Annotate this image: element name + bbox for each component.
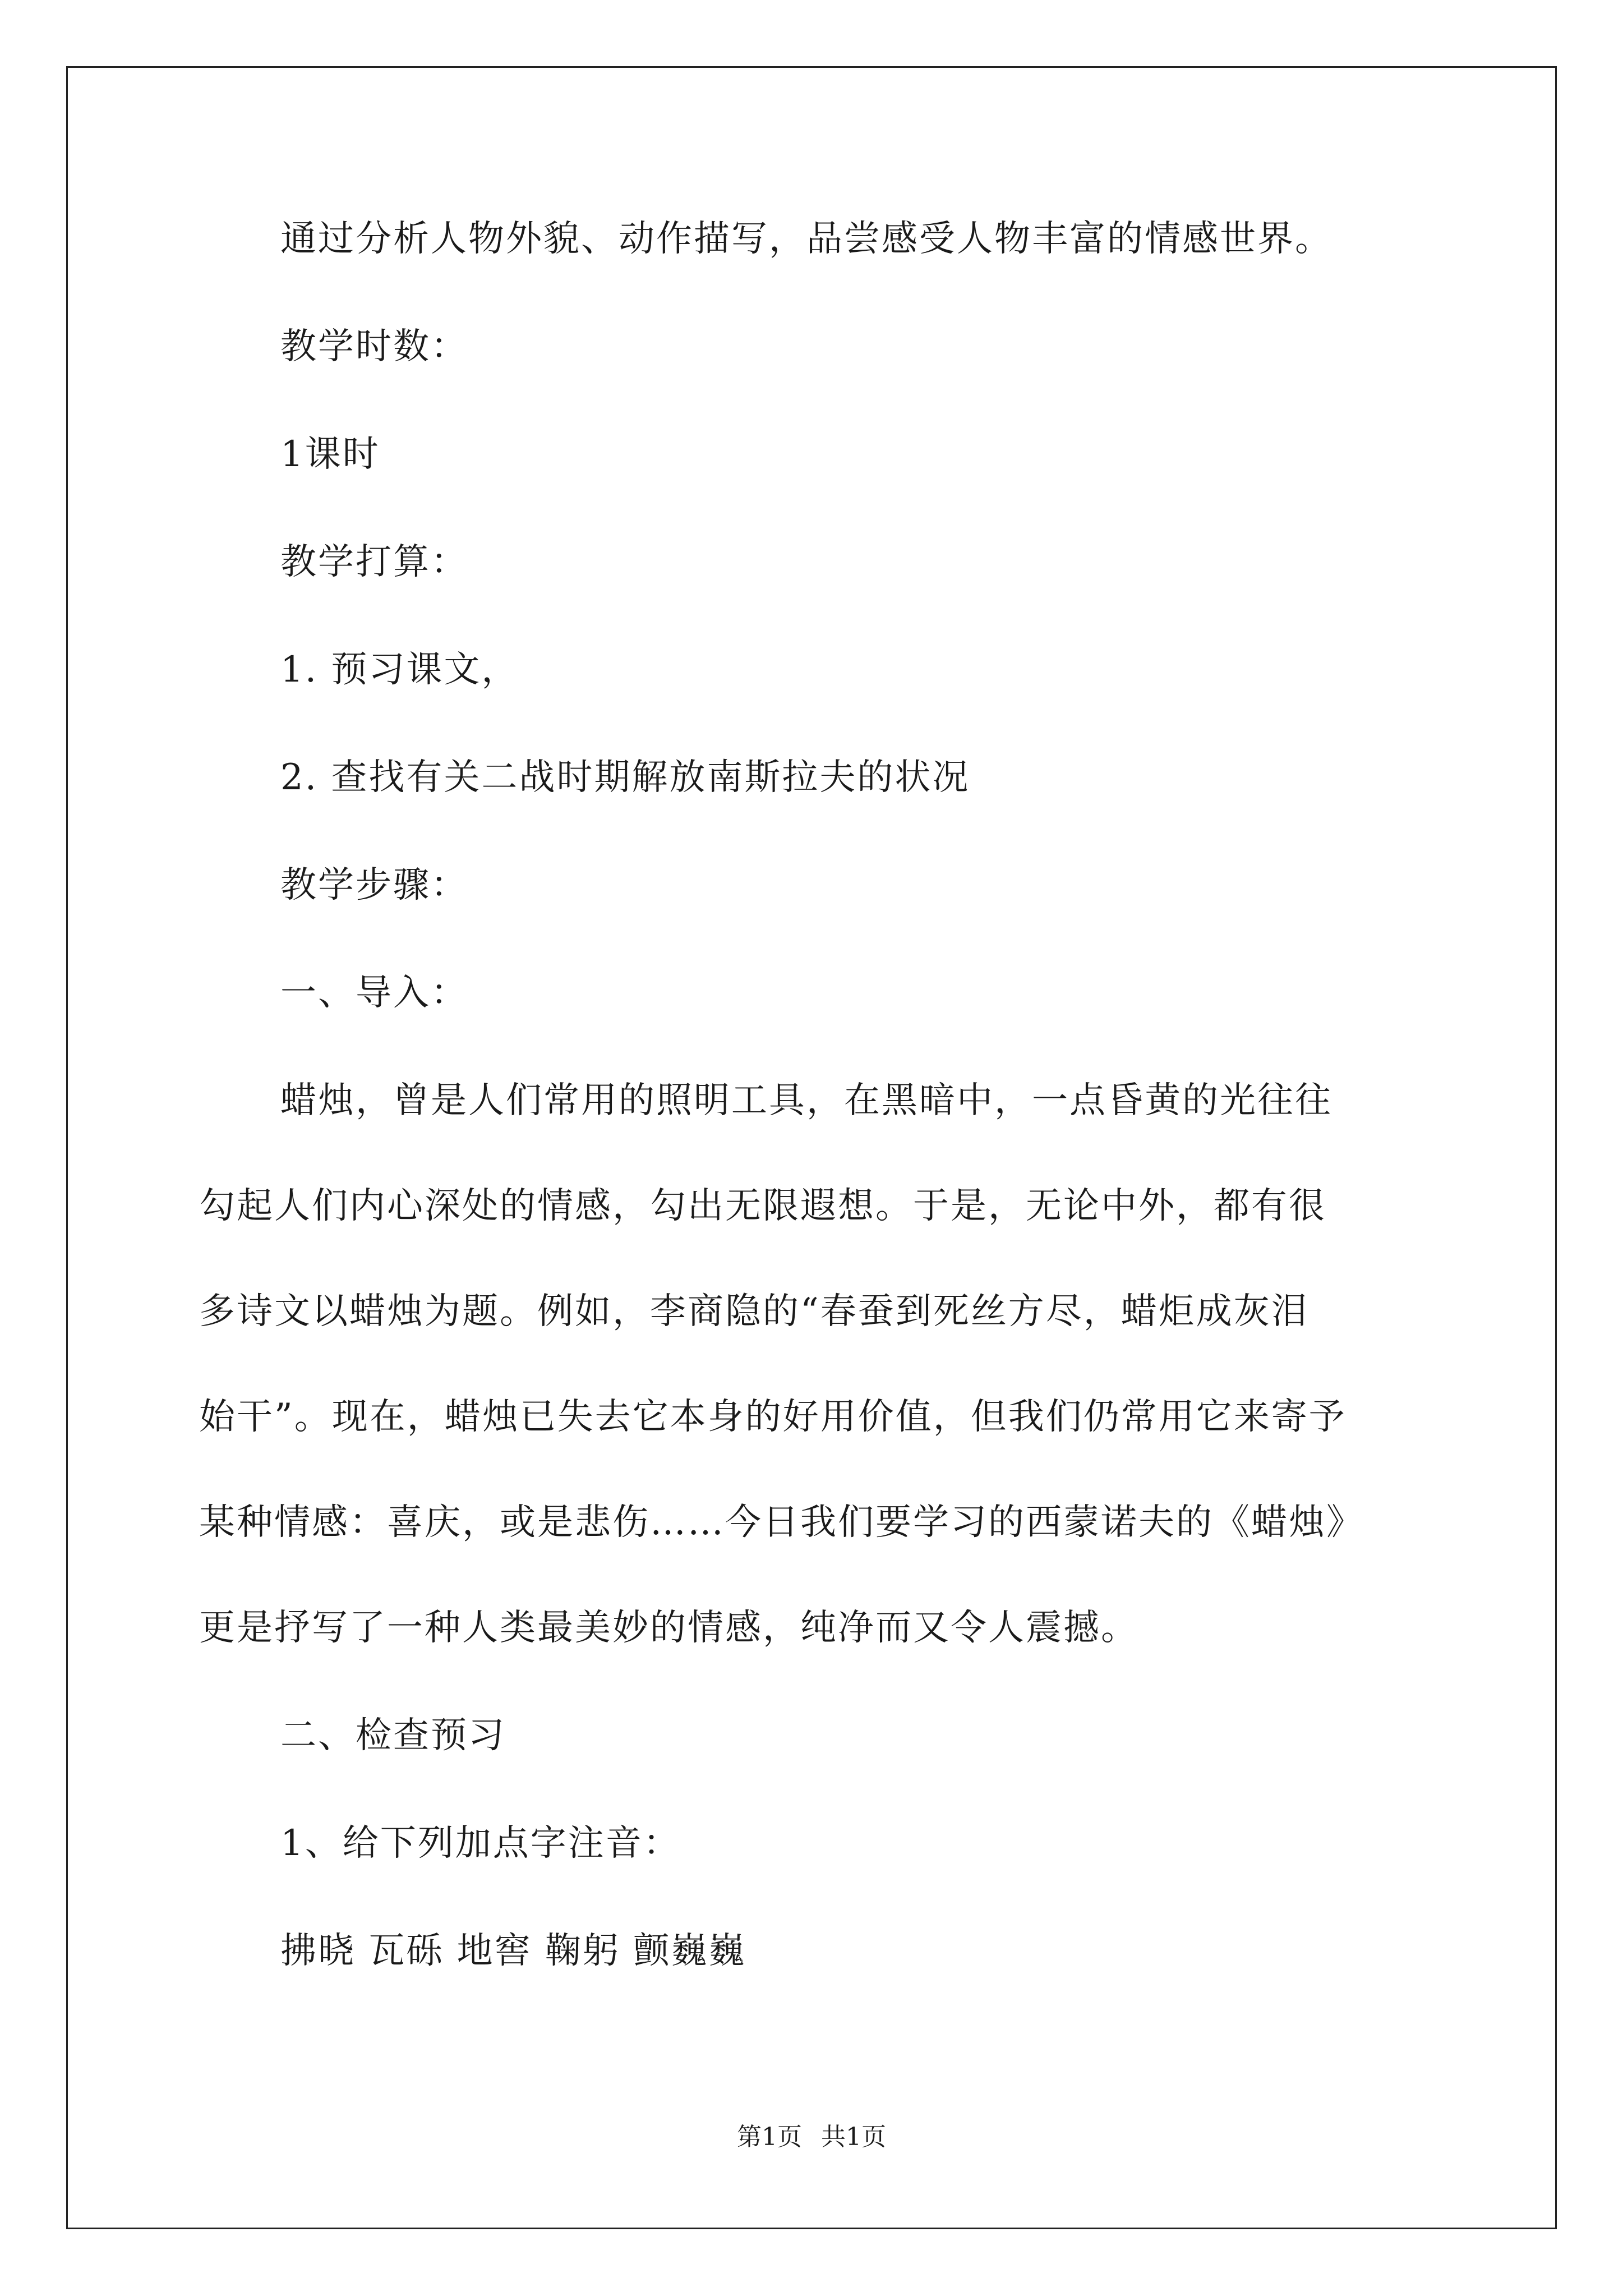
teaching-hours-value: 1课时 (280, 434, 380, 475)
paragraph-line: 某种情感：喜庆，或是悲伤……今日我们要学习的西蒙诺夫的《蜡烛》 (199, 1502, 1364, 1543)
paragraph-line: 多诗文以蜡烛为题。例如，李商隐的“春蚕到死丝方尽，蜡炬成灰泪 (199, 1291, 1309, 1332)
objective-text: 通过分析人物外貌、动作描写，品尝感受人物丰富的情感世界。 (280, 218, 1332, 260)
page-footer (0, 2120, 1623, 2154)
heading-check-preview: 二、检查预习 (280, 1715, 506, 1756)
paragraph-line: 蜡烛，曾是人们常用的照明工具，在黑暗中，一点昏黄的光往往 (280, 1080, 1332, 1121)
introduction-paragraph (199, 1075, 1467, 1654)
preparation-item-1: 1. 预习课文， (280, 649, 519, 691)
heading-steps: 教学步骤： (280, 864, 468, 906)
paragraph-line: 勾起人们内心深处的情感，勾出无限遐想。于是，无论中外，都有很 (199, 1185, 1326, 1227)
heading-introduction: 一、导入： (280, 972, 468, 1014)
document-body (199, 213, 1467, 2033)
vocabulary-list: 拂晓 瓦砾 地窖 鞠躬 颤巍巍 (280, 1930, 746, 1972)
paragraph-line: 更是抒写了一种人类最美妙的情感，纯净而又令人震撼。 (199, 1607, 1138, 1649)
pinyin-task: 1、给下列加点字注音： (280, 1823, 681, 1864)
heading-preparation: 教学打算： (280, 541, 468, 583)
page-total: 共1页 (821, 2123, 886, 2151)
paragraph-line: 始干”。现在，蜡烛已失去它本身的好用价值，但我们仍常用它来寄予 (199, 1396, 1347, 1438)
preparation-item-2: 2. 查找有关二战时期解放南斯拉夫的状况 (280, 757, 970, 798)
heading-teaching-hours: 教学时数： (280, 326, 468, 367)
page-number: 第1页 (737, 2123, 802, 2151)
